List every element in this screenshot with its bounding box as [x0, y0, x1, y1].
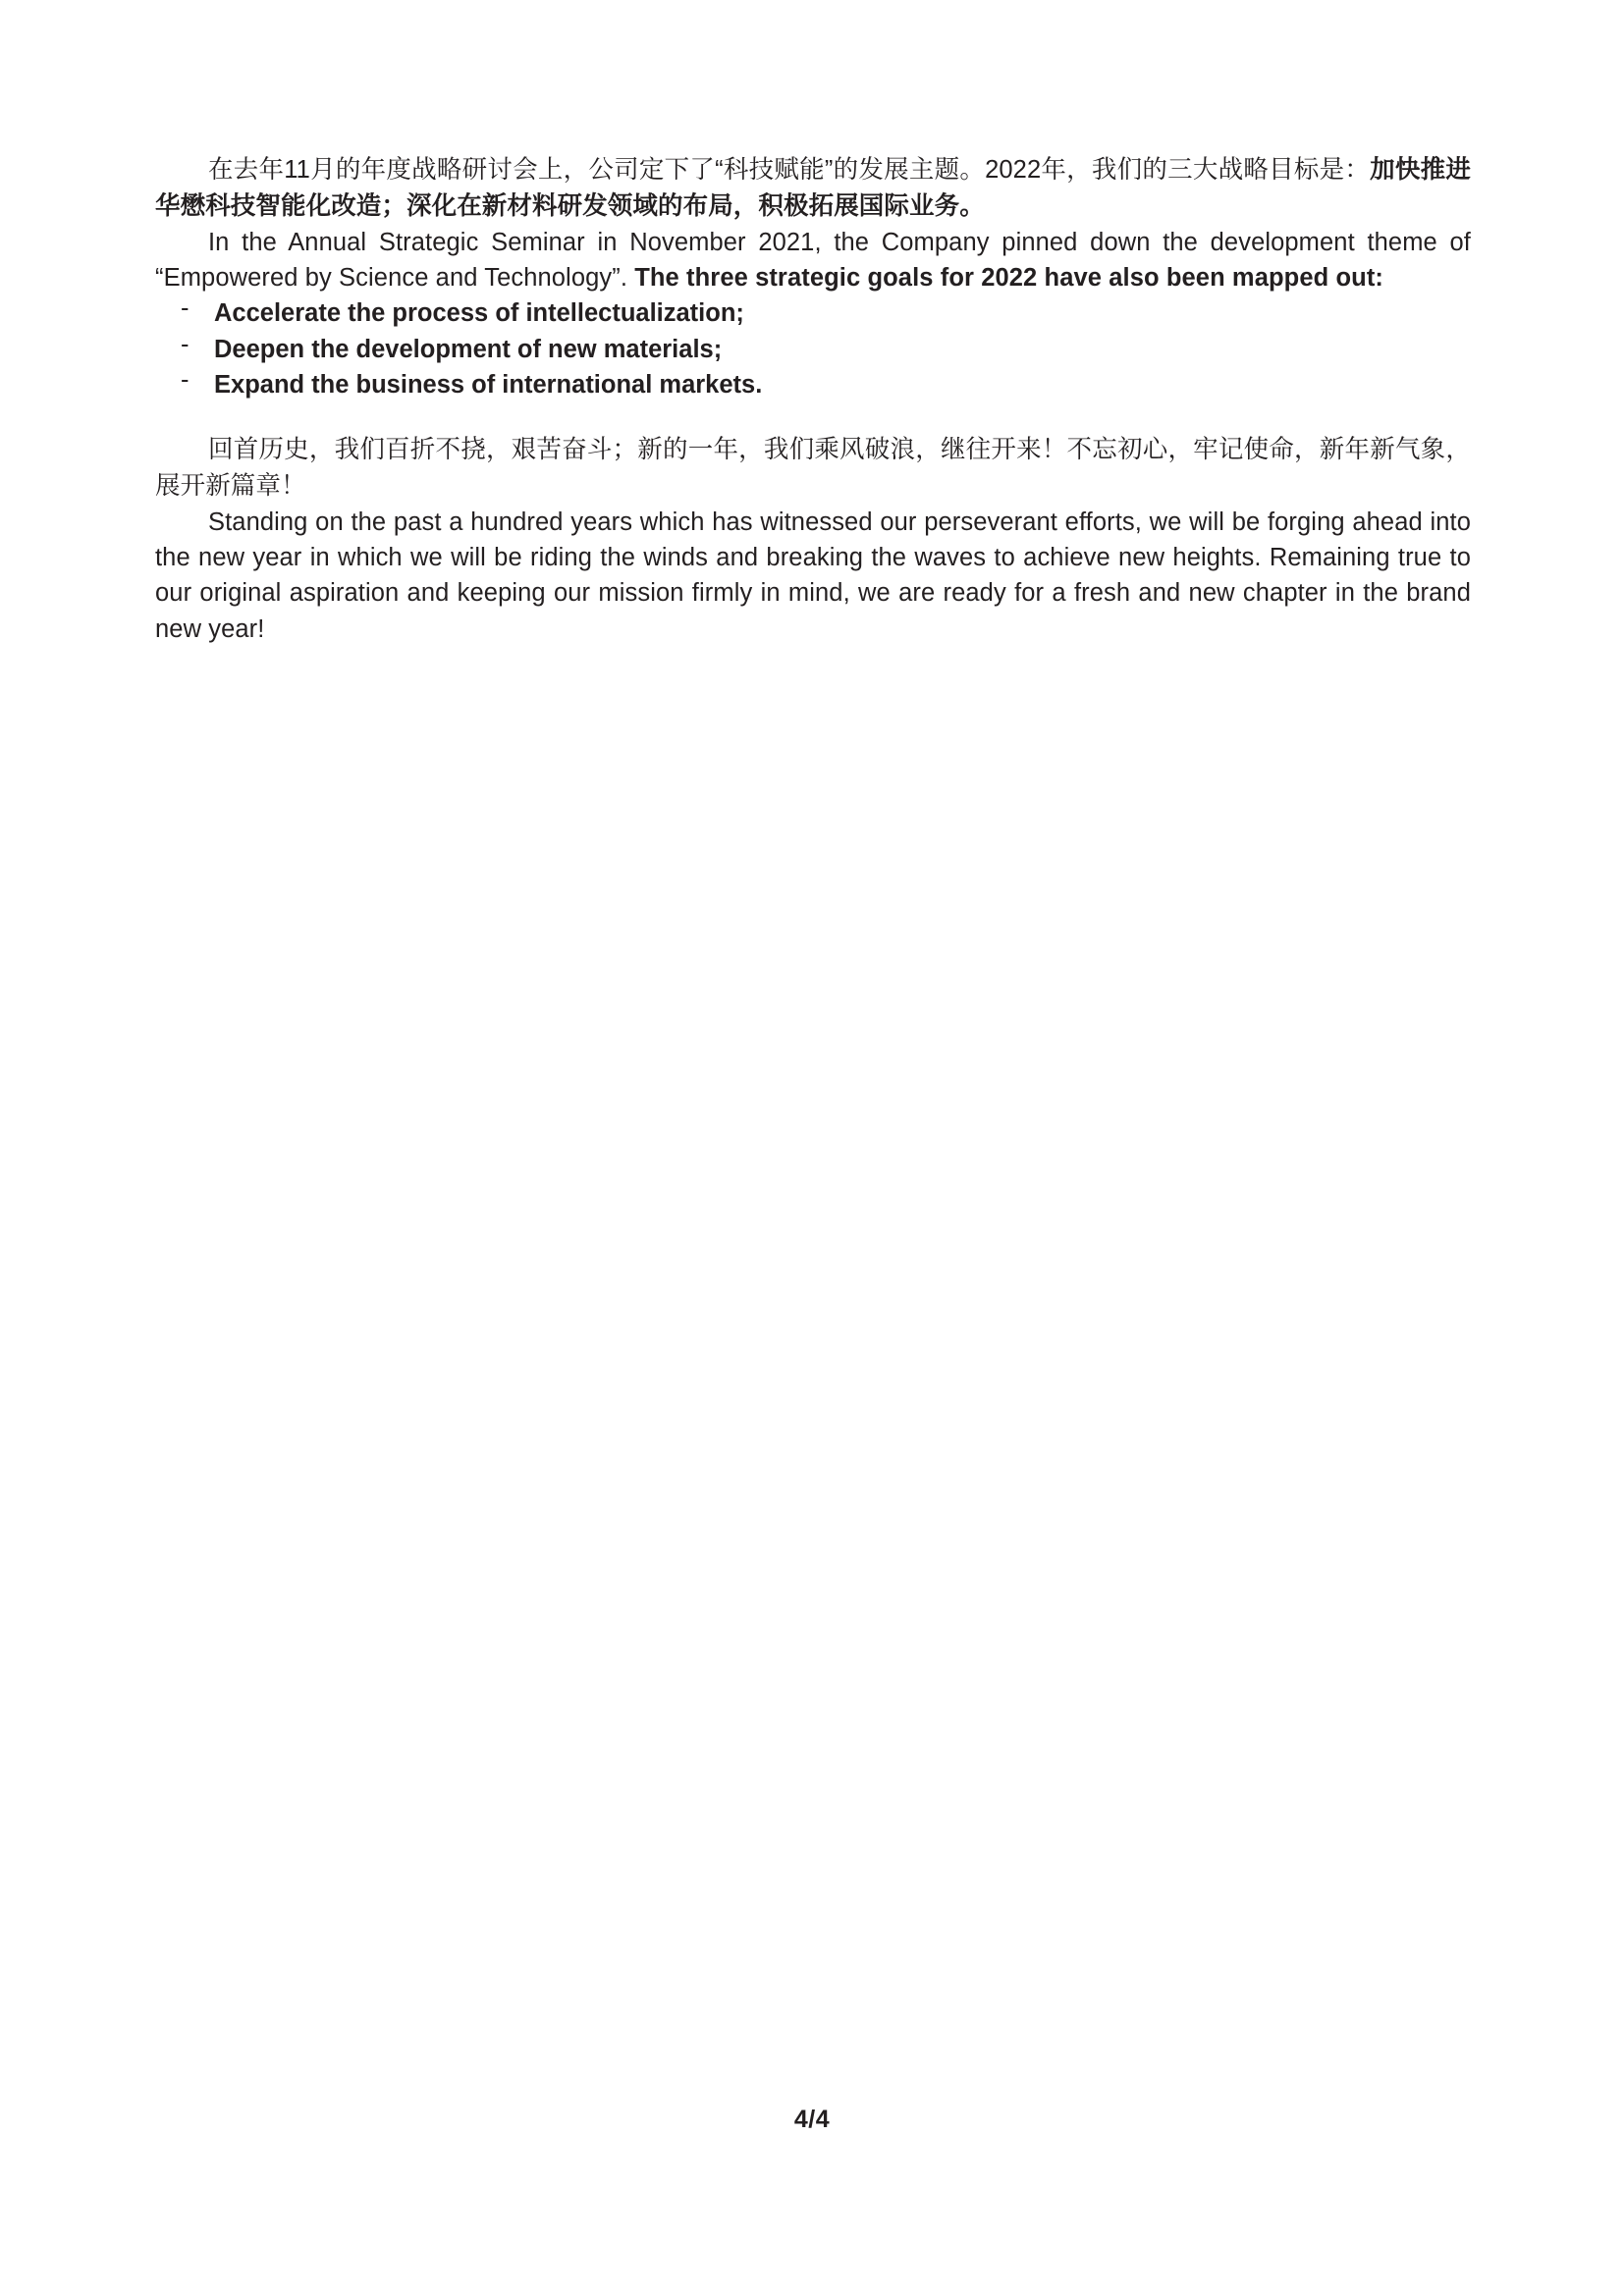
paragraph-en-closing: Standing on the past a hundred years which has witnessed our perseverant efforts, we will be forging ahead into the new year in which we will be riding the winds and breaking the waves to achieve new heights. Remaining true to our original aspiration and keeping our mission firmly in mind, we are ready for a fresh and new chapter in the brand new year!: [155, 507, 1471, 643]
strategic-goals-list: [155, 295, 1471, 402]
paragraph-en-strategy: [155, 225, 1471, 295]
page-content: [155, 152, 1471, 647]
en-strategy-goals-text: The three strategic goals for 2022 have also been mapped out:: [634, 264, 1384, 293]
list-item: [155, 295, 1471, 331]
list-item: [155, 367, 1471, 402]
paragraph-cn-closing: 回首历史，我们百折不挠，艰苦奋斗；新的一年，我们乘风破浪，继往开来！不忘初心，牢记使命，新年新气象，展开新篇章！: [155, 435, 1471, 500]
dash-bullet-icon: -: [181, 365, 189, 394]
list-item-label: Deepen the development of new materials;: [214, 335, 723, 363]
dash-bullet-icon: -: [181, 294, 189, 323]
paragraph-spacer: [155, 402, 1471, 432]
page-footer: [0, 2106, 1624, 2134]
cn-strategy-intro-text: 在去年11月的年度战略研讨会上，公司定下了“科技赋能”的发展主题。2022年，我们的三大战略目标是：: [208, 156, 1371, 184]
page-number: 4/4: [793, 2106, 831, 2133]
en-strategy-intro-text: In the Annual Strategic Seminar in November 2021, the Company pinned down the development theme of “Empowered by Science and Technology”.: [155, 228, 1471, 293]
list-item-label: Expand the business of international markets.: [214, 370, 763, 399]
list-item-label: Accelerate the process of intellectualization;: [214, 299, 744, 328]
paragraph-cn-strategy: [155, 152, 1471, 225]
list-item: [155, 332, 1471, 367]
dash-bullet-icon: -: [181, 330, 189, 358]
cn-strategy-goals-text: 加快推进华懋科技智能化改造；深化在新材料研发领域的布局，积极拓展国际业务。: [155, 156, 1471, 220]
